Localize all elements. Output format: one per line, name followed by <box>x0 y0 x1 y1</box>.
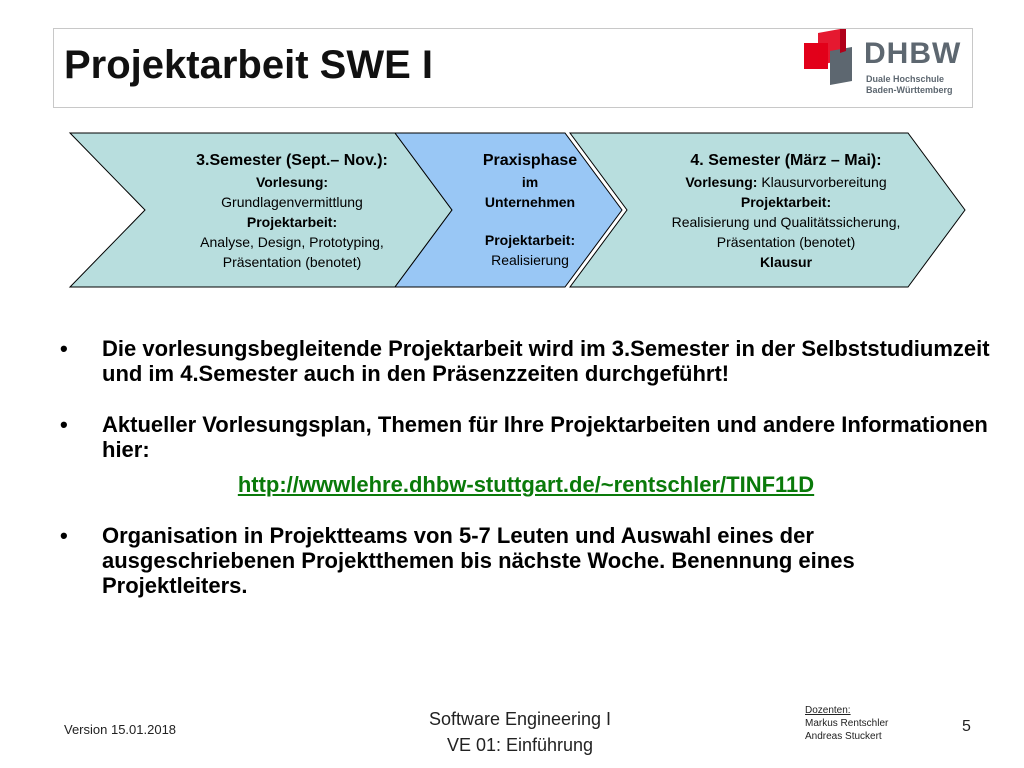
phase1-heading: 3.Semester (Sept.– Nov.): <box>196 152 388 169</box>
page-number: 5 <box>962 718 971 735</box>
bullet-list <box>60 336 990 624</box>
phase3-line2: Projektarbeit: <box>740 194 832 210</box>
bullet-text-3: Organisation in Projektteams von 5-7 Leuten und Auswahl eines der ausgeschriebenen Projektthemen bis nächste Woche. Benennung eines Projektleiters. <box>102 523 855 598</box>
phase3-line1-label: Vorlesung: <box>685 174 758 190</box>
lecturer-1: Markus Rentschler <box>805 718 889 729</box>
logo-subtitle-1: Duale Hochschule <box>866 74 945 84</box>
phase2-line1: im <box>521 174 539 190</box>
bullet-text-2: Aktueller Vorlesungsplan, Themen für Ihre Projektarbeiten und andere Informationen hier: <box>102 412 988 462</box>
phase2-heading: Praxisphase <box>482 152 578 169</box>
logo-subtitle-2: Baden-Württemberg <box>866 85 953 95</box>
phase2-line3: Projektarbeit: <box>484 232 576 248</box>
phase1-line3: Projektarbeit: <box>246 214 338 230</box>
footer-lecturers <box>805 704 888 743</box>
phase3-line1-value: Klausurvorbereitung <box>757 174 887 190</box>
footer-version: Version 15.01.2018 <box>64 722 177 737</box>
bullet-marker: • <box>60 523 68 548</box>
lecturers-label: Dozenten: <box>805 705 851 716</box>
bullet-item-1 <box>60 336 990 386</box>
bullet-marker: • <box>60 336 68 361</box>
phase3-heading: 4. Semester (März – Mai): <box>690 152 882 169</box>
phase3-line3: Realisierung und Qualitätssicherung, <box>671 214 901 230</box>
phase2-text <box>462 150 598 270</box>
phase2-line2: Unternehmen <box>484 194 576 210</box>
semester-timeline <box>0 128 1024 292</box>
phase3-line5: Klausur <box>759 254 813 270</box>
dhbw-logo <box>800 29 970 107</box>
dhbw-logo-mark-icon <box>800 29 864 107</box>
title-box <box>53 28 973 108</box>
phase3-line4: Präsentation (benotet) <box>716 234 856 250</box>
footer-course <box>360 706 680 758</box>
logo-word: DHBW <box>864 37 962 70</box>
phase1-line5: Präsentation (benotet) <box>222 254 362 270</box>
phase1-text <box>172 150 412 272</box>
footer-course-title: Software Engineering I <box>428 709 612 729</box>
phase3-line1 <box>640 172 932 192</box>
phase1-line1: Vorlesung: <box>255 174 329 190</box>
phase1-line4: Analyse, Design, Prototyping, <box>200 234 384 250</box>
phase3-text <box>640 150 932 272</box>
bullet-item-2 <box>60 412 990 497</box>
lecturer-2: Andreas Stuckert <box>805 731 882 742</box>
phase1-line2: Grundlagenvermittlung <box>221 194 363 210</box>
bullet-text-1: Die vorlesungsbegleitende Projektarbeit wird im 3.Semester in der Selbststudiumzeit und im 4.Semester auch in den Präsenzzeiten durchgeführt! <box>102 336 990 386</box>
slide-title: Projektarbeit SWE I <box>64 43 433 87</box>
bullet-marker: • <box>60 412 68 437</box>
footer-course-unit: VE 01: Einführung <box>446 735 594 755</box>
phase2-line4: Realisierung <box>491 252 569 268</box>
vorlesungsplan-link[interactable]: http://wwwlehre.dhbw-stuttgart.de/~rentschler/TINF11D <box>237 472 815 497</box>
bullet-item-3 <box>60 523 990 598</box>
